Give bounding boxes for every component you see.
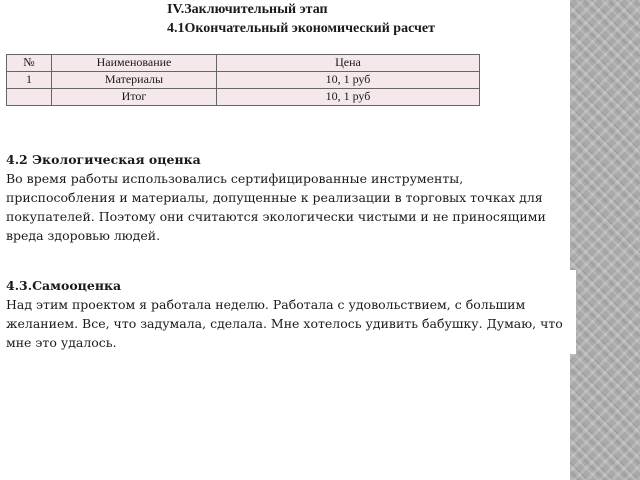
stripe-notch (566, 270, 576, 354)
row-price: 10, 1 руб (217, 72, 480, 89)
table-header-row (7, 55, 480, 72)
total-label: Итог (52, 89, 217, 106)
table-total-row (7, 89, 480, 106)
economic-calc-title: 4.1Окончательный экономический расчет (167, 21, 436, 36)
self-assessment-section (6, 276, 566, 352)
header-num: № (7, 55, 52, 72)
price-table (6, 54, 480, 106)
row-name: Материалы (52, 72, 217, 89)
document-header (167, 0, 435, 38)
table-row (7, 72, 480, 89)
eco-text: Во время работы использовались сертифицированные инструменты, приспособления и материалы, допущенные к реализации в торговых точках для покупателей. Поэтому они считаются экологически чистыми и не приносящими вреда здоровью людей. (6, 171, 546, 243)
header-name: Наименование (52, 55, 217, 72)
total-num-empty (7, 89, 52, 106)
header-price: Цена (217, 55, 480, 72)
total-price: 10, 1 руб (217, 89, 480, 106)
self-assessment-title: 4.3.Самооценка (6, 278, 122, 293)
row-num: 1 (7, 72, 52, 89)
decorative-side-stripe (570, 0, 640, 480)
eco-title: 4.2 Экологическая оценка (6, 152, 201, 167)
eco-section (6, 150, 566, 245)
self-assessment-text: Над этим проектом я работала неделю. Работала с удовольствием, с большим желанием. Все, что задумала, сделала. Мне хотелось удивить бабушку. Думаю, что мне это удалось. (6, 297, 563, 350)
stage-title: IV.Заключительный этап (167, 2, 328, 17)
